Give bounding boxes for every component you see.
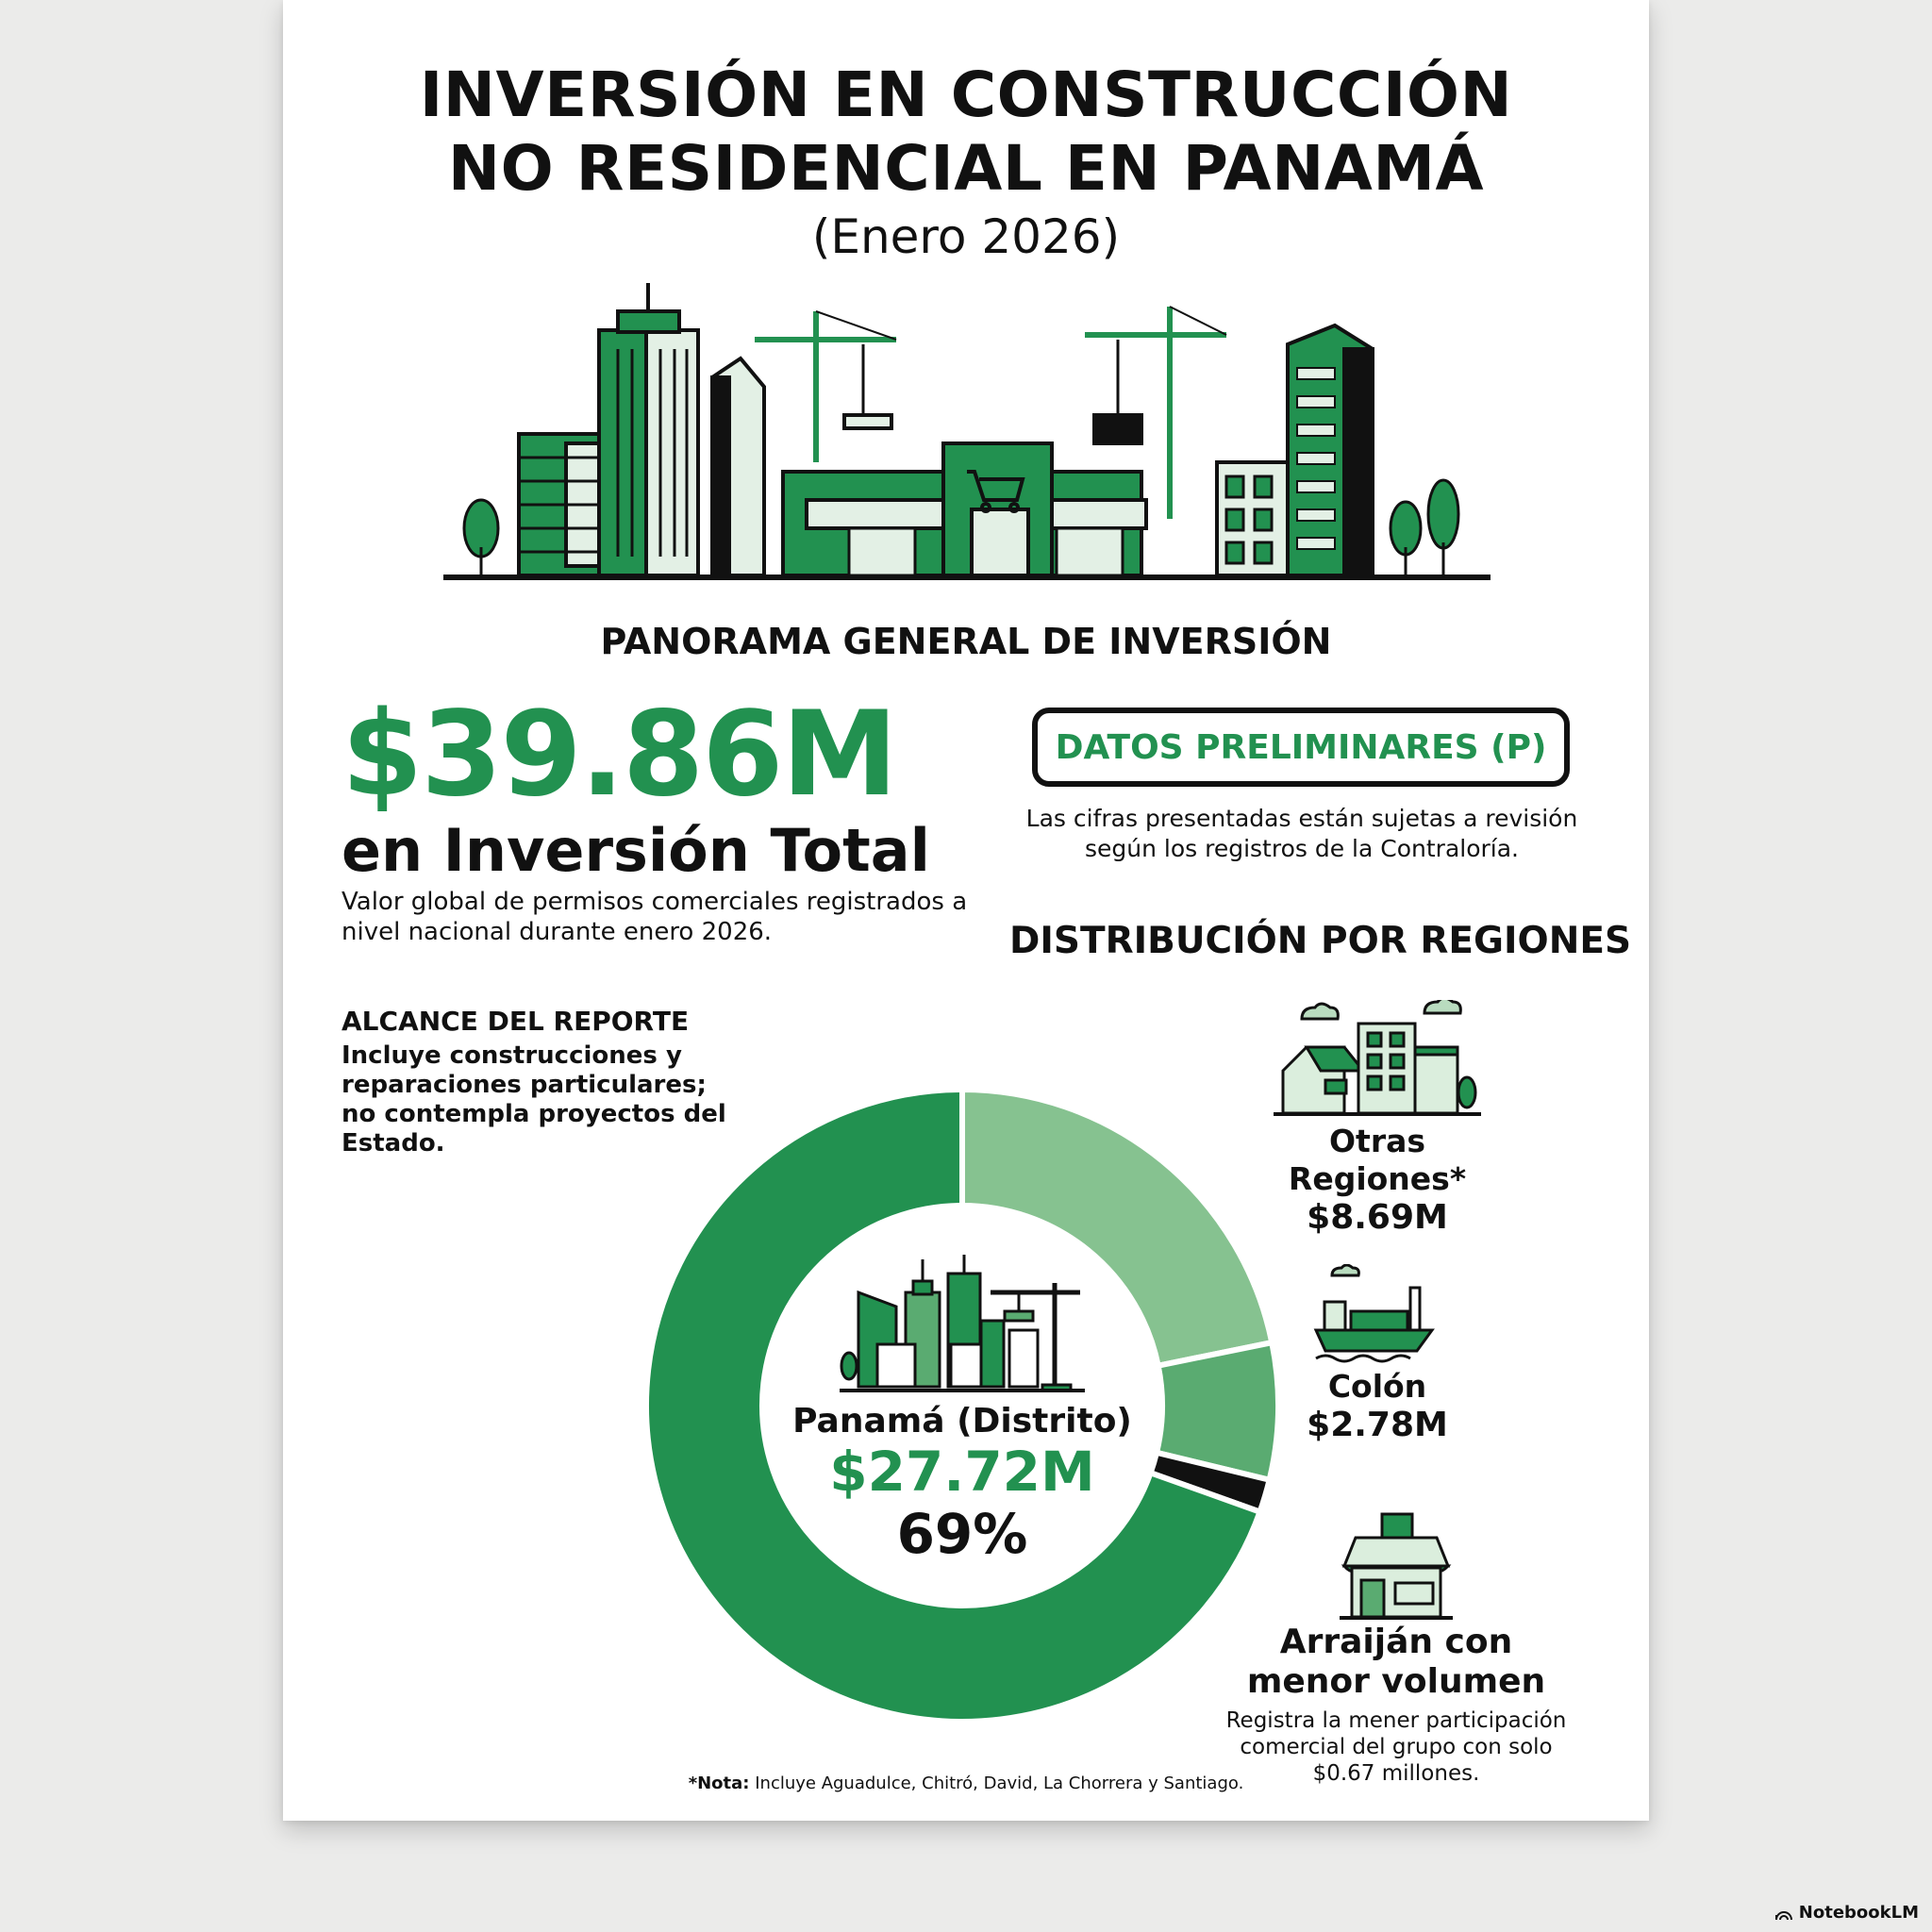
- notebooklm-brand: [1774, 1903, 1919, 1923]
- cargo-ship-icon: [1311, 1264, 1443, 1368]
- footnote: [283, 1774, 1649, 1793]
- page-subtitle: (Enero 2026): [811, 209, 1121, 264]
- title-line-1: INVERSIÓN EN CONSTRUCCIÓN: [419, 58, 1513, 131]
- town-buildings-icon: [1274, 1000, 1481, 1123]
- title-line-2: NO RESIDENCIAL EN PANAMÁ: [447, 132, 1485, 205]
- notebooklm-logo-icon: [1774, 1906, 1793, 1921]
- arraijan-description: Registra la mener participación comercial del grupo con solo $0.67 millones.: [1225, 1708, 1567, 1786]
- total-investment-value: $39.86M: [341, 687, 896, 823]
- colon-value: $2.78M: [1307, 1406, 1448, 1444]
- total-investment-label: en Inversión Total: [341, 816, 930, 885]
- center-region-percent: 69%: [896, 1502, 1028, 1566]
- preliminary-badge-label: DATOS PRELIMINARES (P): [1055, 727, 1547, 767]
- center-region-name: Panamá (Distrito): [792, 1402, 1132, 1441]
- brand-name: NotebookLM: [1798, 1903, 1919, 1923]
- otras-regiones-label: Otras Regiones*: [1288, 1123, 1467, 1197]
- colon-label: Colón: [1327, 1368, 1427, 1405]
- otras-regiones-value: $8.69M: [1307, 1198, 1448, 1237]
- city-skyline-illustration-icon: [443, 274, 1491, 594]
- scope-text: Incluye construcciones y reparaciones particulares; no contempla proyectos del Estado.: [341, 1041, 726, 1158]
- total-investment-description: Valor global de permisos comerciales registrados a nivel nacional durante enero 2026.: [341, 888, 968, 946]
- scope-title: ALCANCE DEL REPORTE: [341, 1006, 690, 1037]
- infographic-page: [283, 0, 1649, 1821]
- storefront-icon: [1335, 1509, 1457, 1623]
- page-title: [283, 58, 1649, 206]
- overview-section-title: PANORAMA GENERAL DE INVERSIÓN: [600, 621, 1332, 662]
- region-otras-regiones: [1255, 1000, 1500, 1238]
- preliminary-description: Las cifras presentadas están sujetas a revisión según los registros de la Contraloría.: [1025, 805, 1578, 862]
- city-crane-icon: [840, 1255, 1085, 1396]
- donut-center-label: [774, 1255, 1151, 1565]
- arraijan-title-line-2: menor volumen: [1246, 1662, 1546, 1701]
- footnote-text: Incluye Aguadulce, Chitró, David, La Chorrera y Santiago.: [749, 1774, 1244, 1793]
- preliminary-data-badge: [1032, 708, 1570, 787]
- region-arraijan: [1208, 1509, 1585, 1787]
- arraijan-title-line-1: Arraiján con: [1279, 1623, 1513, 1661]
- region-colon: [1255, 1264, 1500, 1445]
- center-region-value: $27.72M: [829, 1440, 1095, 1504]
- distribution-section-title: DISTRIBUCIÓN POR REGIONES: [1009, 920, 1632, 962]
- footnote-label: *Nota:: [688, 1774, 750, 1793]
